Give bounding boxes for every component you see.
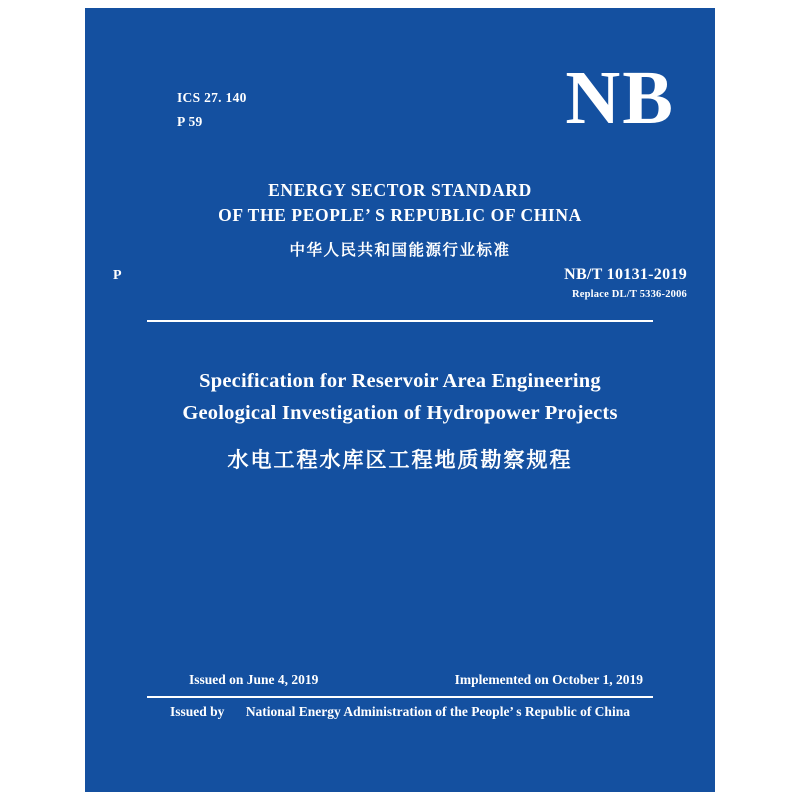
- issued-by-label: Issued by: [170, 704, 225, 719]
- main-title-block: [125, 366, 675, 474]
- ics-number: ICS 27. 140: [177, 90, 247, 105]
- standard-title-en-line1: ENERGY SECTOR STANDARD: [268, 180, 532, 200]
- standard-code-block: [564, 266, 687, 300]
- divider-top: [147, 320, 653, 322]
- issued-by-row: [85, 704, 715, 720]
- issued-by-organization: National Energy Administration of the People’ s Republic of China: [245, 704, 630, 719]
- standard-title-block: [85, 178, 715, 260]
- replace-note: Replace DL/T 5336-2006: [571, 289, 687, 300]
- implemented-on-date: Implemented on October 1, 2019: [454, 672, 643, 687]
- standard-cover: [85, 8, 715, 792]
- standard-title-cn: 中华人民共和国能源行业标准: [289, 240, 511, 259]
- standard-code-row: [113, 266, 687, 312]
- main-title-en-line2: Geological Investigation of Hydropower Projects: [182, 401, 618, 424]
- divider-bottom: [147, 696, 653, 698]
- standard-number: NB/T 10131-2019: [564, 266, 687, 283]
- standard-title-en-line2: OF THE PEOPLE’ S REPUBLIC OF CHINA: [218, 205, 582, 226]
- classification-code: P 59: [177, 113, 203, 129]
- main-title-en-line1: Specification for Reservoir Area Engineering: [199, 370, 601, 392]
- ics-classification-block: [177, 86, 247, 133]
- dates-row: [147, 672, 653, 688]
- nb-logo: NB: [565, 56, 675, 140]
- p-category-mark: P: [113, 268, 122, 283]
- main-title-cn: 水电工程水库区工程地质勘察规程: [227, 447, 573, 472]
- issued-on-date: Issued on June 4, 2019: [189, 672, 319, 687]
